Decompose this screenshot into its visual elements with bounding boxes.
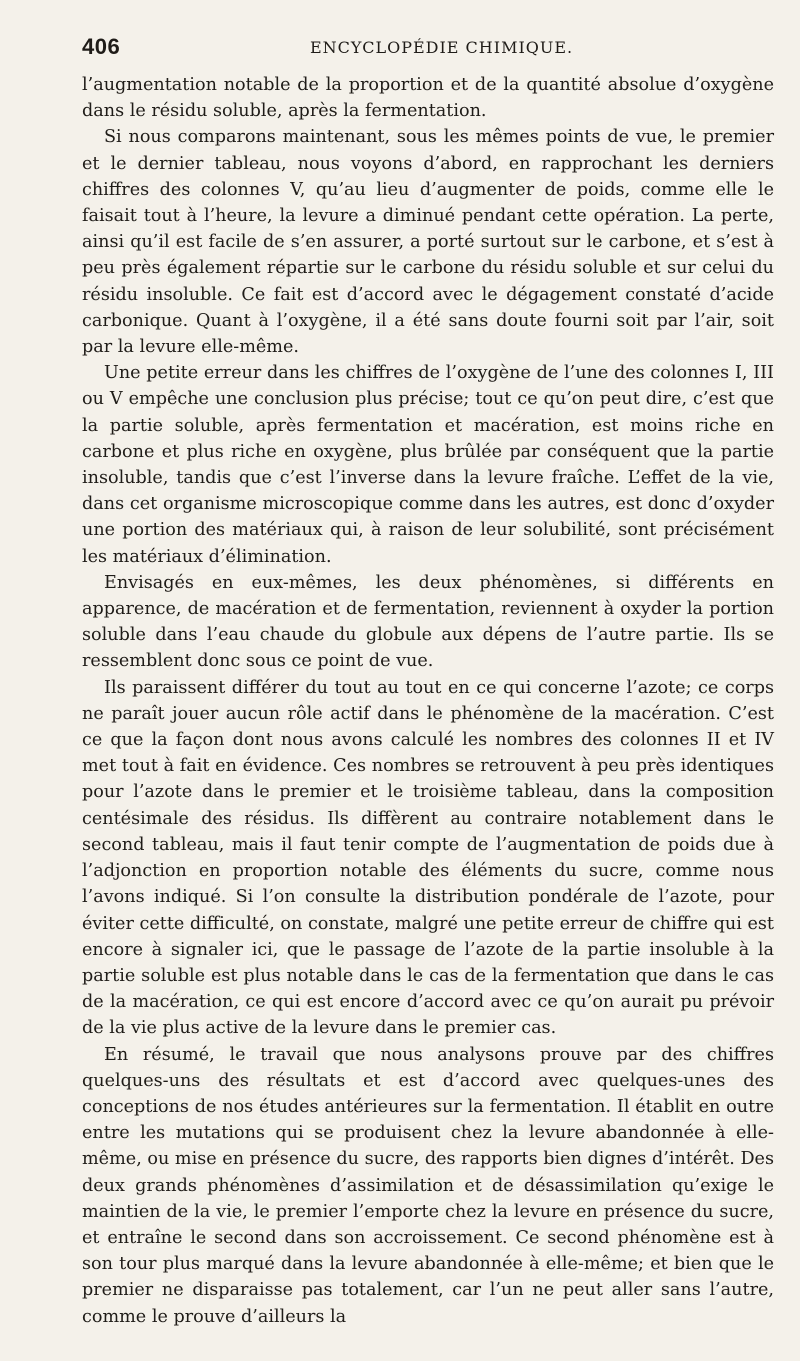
- paragraph-2: Si nous comparons maintenant, sous les mêmes points de vue, le premier et le dernier tableau, nous voyons d’abord, en rapprochant les derniers chiffres des colonnes V, qu’au lieu d’augmenter de poids, comme elle le faisait tout à l’heure, la levure a diminué pendant cette opération. La perte, ainsi qu’il est facile de s’en assurer, a porté surtout sur le carbone, et s’est à peu près également répartie sur le carbone du résidu soluble et sur celui du résidu insoluble. Ce fait est d’accord avec le dégagement constaté d’acide carbonique. Quant à l’oxygène, il a été sans doute fourni soit par l’air, soit par la levure elle-même.: [82, 127, 774, 358]
- paragraph-5: Ils paraissent différer du tout au tout en ce qui concerne l’azote; ce corps ne paraît jouer aucun rôle actif dans le phénomène de la macération. C’est ce que la façon dont nous avons calculé les nombres des colonnes II et IV met tout à fait en évidence. Ces nombres se retrouvent à peu près identiques pour l’azote dans le premier et le troisième tableau, dans la composition centésimale des résidus. Ils diffèrent au contraire notablement dans le second tableau, mais il faut tenir compte de l’augmentation de poids due à l’adjonction en proportion notable des éléments du sucre, comme nous l’avons indiqué. Si l’on consulte la distribution pondérale de l’azote, pour éviter cette difficulté, on constate, malgré une petite erreur de chiffre qui est encore à signaler ici, que le passage de l’azote de la partie insoluble à la partie soluble est plus notable dans le cas de la fermentation que dans le cas de la macération, ce qui est encore d’accord avec ce qu’on aurait pu prévoir de la vie plus active de la levure dans le premier cas.: [82, 677, 774, 1039]
- body-text: [82, 72, 774, 1330]
- page-number: 406: [82, 34, 121, 59]
- paragraph-3: Une petite erreur dans les chiffres de l’oxygène de l’une des colonnes I, III ou V empêche une conclusion plus précise; tout ce qu’on peut dire, c’est que la partie soluble, après fermentation et macération, est moins riche en carbone et plus riche en oxygène, plus brûlée par conséquent que la partie insoluble, tandis que c’est l’inverse dans la levure fraîche. L’effet de la vie, dans cet organisme microscopique comme dans les autres, est donc d’oxyder une portion des matériaux qui, à raison de leur solubilité, sont précisément les matériaux d’élimination.: [82, 363, 774, 567]
- running-title: ENCYCLOPÉDIE CHIMIQUE.: [310, 38, 574, 57]
- paragraph-1: l’augmentation notable de la proportion et de la quantité absolue d’oxygène dans le résidu soluble, après la fermentation.: [82, 75, 774, 122]
- paragraph-6: En résumé, le travail que nous analysons prouve par des chiffres quelques-uns des résultats et est d’accord avec quelques-unes des conceptions de nos études antérieures sur la fermentation. Il établit en outre entre les mutations qui se produisent chez la levure abandonnée à elle-même, ou mise en présence du sucre, des rapports bien dignes d’intérêt. Des deux grands phénomènes d’assimilation et de désassimilation qu’exige le maintien de la vie, le premier l’emporte chez la levure en présence du sucre, et entraîne le second dans son accroissement. Ce second phénomène est à son tour plus marqué dans la levure abandonnée à elle-même; et bien que le premier ne disparaisse pas totalement, car l’un ne peut aller sans l’autre, comme le prouve d’ailleurs la: [82, 1044, 774, 1327]
- paragraph-4: Envisagés en eux-mêmes, les deux phénomènes, si différents en apparence, de macération et de fermentation, reviennent à oxyder la portion soluble dans l’eau chaude du globule aux dépens de l’autre partie. Ils se ressemblent donc sous ce point de vue.: [82, 572, 774, 672]
- page-header: [82, 30, 774, 64]
